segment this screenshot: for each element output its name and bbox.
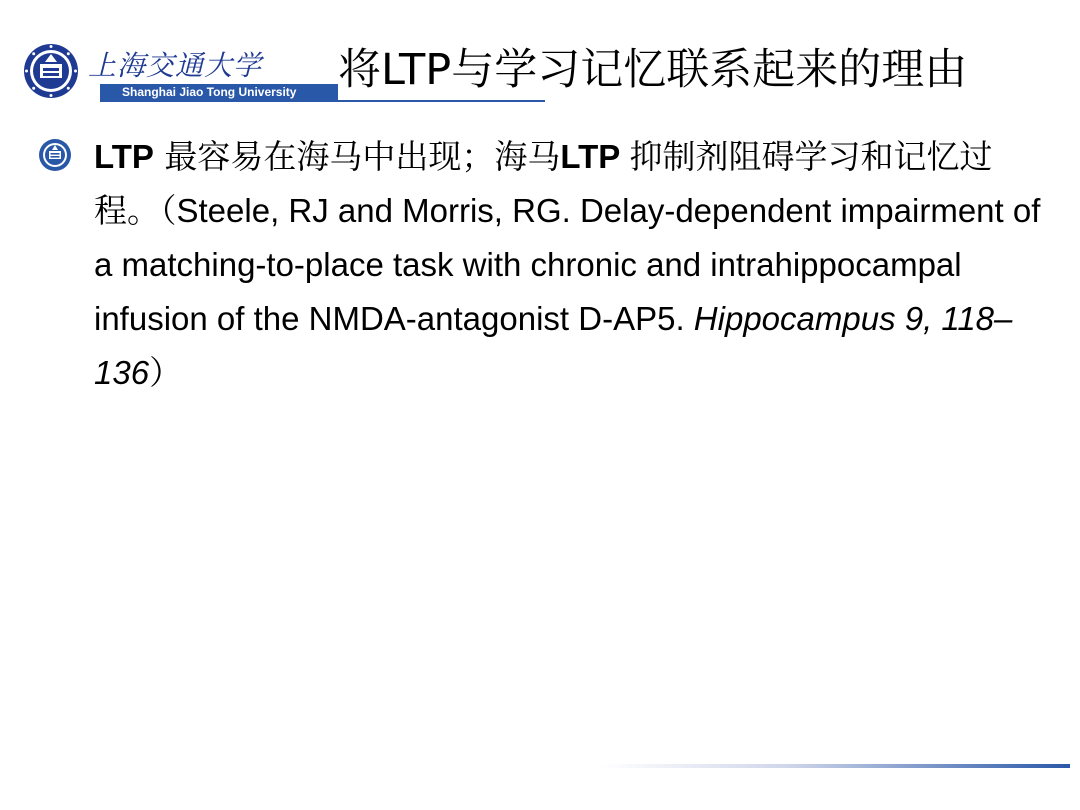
footer-rule xyxy=(600,764,1070,768)
bullet-text xyxy=(94,130,1044,400)
bullet-closing-paren: ） xyxy=(149,354,183,391)
seal-bullet-icon xyxy=(38,138,72,172)
bullet-term-2: LTP xyxy=(560,138,621,175)
university-seal-icon xyxy=(22,42,80,100)
bullet-citation-journal: Hippocampus 9, 118–136 xyxy=(94,300,1013,391)
bullet-text-part-2: 抑制剂阻碍学习和记忆过程。（Steele, RJ and Morris, RG. Delay-dependent impairment of a matching-to-place task with chronic and intrahippocampal infusion of the NMDA-antagonist D-AP5. xyxy=(94,138,1041,337)
logo-english-name: Shanghai Jiao Tong University xyxy=(122,85,297,99)
bullet-lead-term: LTP xyxy=(94,138,154,175)
page-title: 将LTP与学习记忆联系起来的理由 xyxy=(338,45,968,95)
bullet-text-part-1: 最容易在海马中出现；海马 xyxy=(153,137,561,176)
logo-english-bar xyxy=(100,84,338,101)
logo-chinese-name: 上海交通大学 xyxy=(88,49,263,82)
page-title-wrapper xyxy=(338,40,967,102)
